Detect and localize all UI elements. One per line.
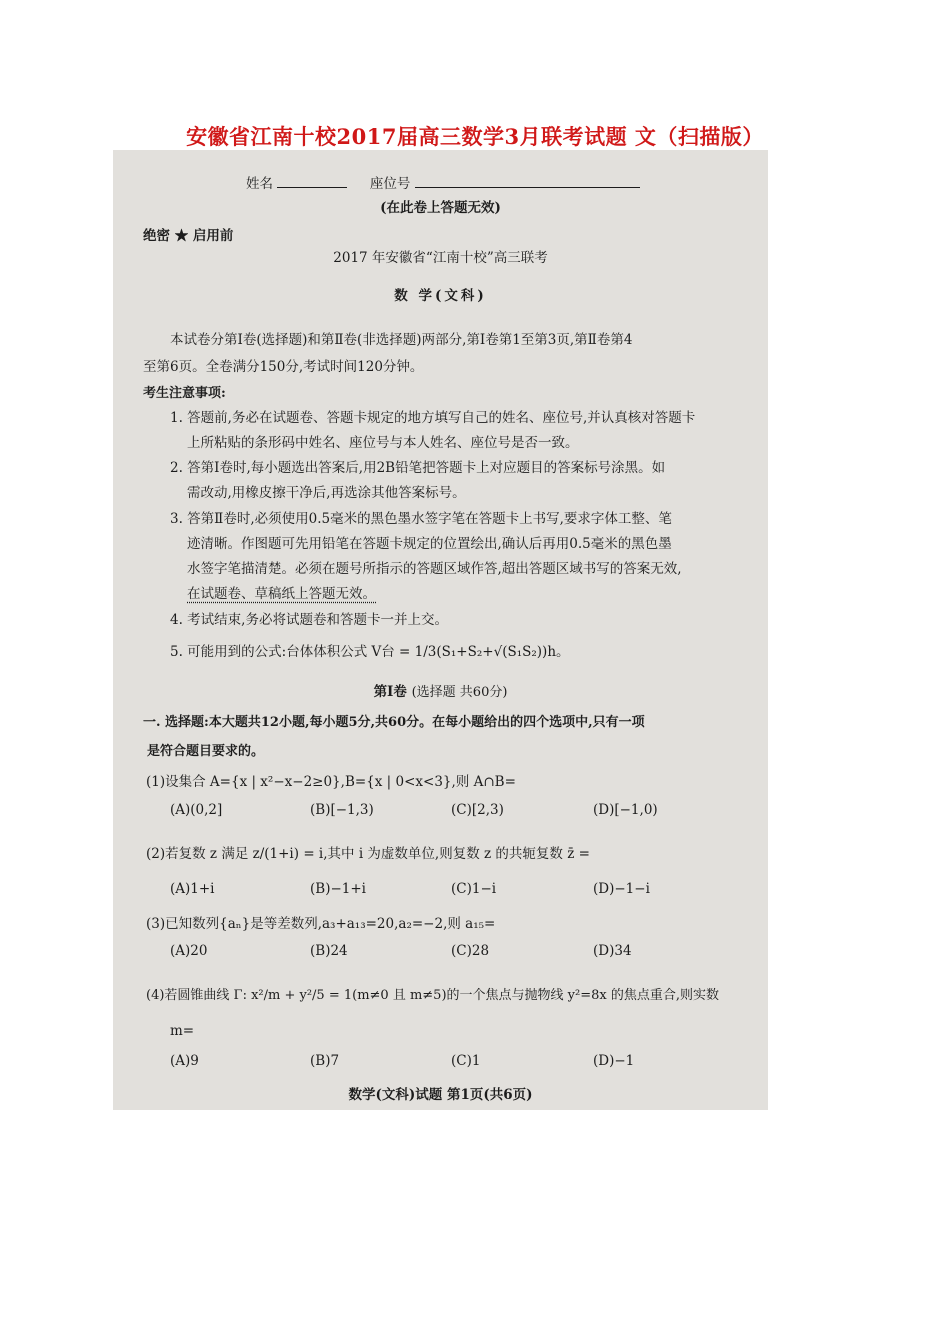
note-3b: 迹清晰。作图题可先用铅笔在答题卡规定的位置绘出,确认后再用0.5毫米的黑色墨 [187,536,672,552]
question-4-stem: (4)若圆锥曲线 Γ: x²/m + y²/5 = 1(m≠0 且 m≠5)的一个焦点与抛物线 y²=8x 的焦点重合,则实数 [146,988,719,1003]
secret-label: 绝密 ★ 启用前 [143,228,234,244]
question-2-option-c: (C)1−i [451,881,497,897]
note-3d: 在试题卷、草稿纸上答题无效。 [187,586,376,602]
question-1-option-a: (A)(0,2] [170,802,223,818]
question-4-stem-2: m= [170,1023,195,1039]
question-3-option-a: (A)20 [170,943,208,959]
question-4-option-c: (C)1 [451,1053,481,1069]
note-5-formula: 5. 可能用到的公式:台体体积公式 V台 = 1/3(S₁+S₂+√(S₁S₂))h。 [170,644,570,660]
note-2b: 需改动,用橡皮擦干净后,再选涂其他答案标号。 [187,485,466,501]
name-label: 姓名 [246,176,273,192]
notes-heading: 考生注意事项: [143,386,226,401]
section-1-instruction-2: 是符合题目要求的。 [147,744,265,759]
seat-label: 座位号 [369,176,411,192]
document-title: 安徽省江南十校2017届高三数学3月联考试题 文（扫描版） [186,124,764,149]
name-blank [277,175,347,188]
note-1b: 上所粘贴的条形码中姓名、座位号与本人姓名、座位号是否一致。 [187,435,579,451]
question-1-stem: (1)设集合 A={x | x²−x−2≥0},B={x | 0<x<3},则 A∩B= [146,774,516,790]
note-2a: 2. 答第Ⅰ卷时,每小题选出答案后,用2B铅笔把答题卡上对应题目的答案标号涂黑。如 [170,460,666,476]
seat-blank [415,175,640,188]
invalid-answer-notice: (在此卷上答题无效) [380,200,501,216]
scanned-exam-page [113,150,768,1110]
exam-name: 2017 年安徽省“江南十校”高三联考 [333,250,548,266]
intro-line-2: 至第6页。全卷满分150分,考试时间120分钟。 [143,359,424,375]
name-seat-row [246,172,640,192]
note-4: 4. 考试结束,务必将试题卷和答题卡一并上交。 [170,612,448,628]
question-1-option-c: (C)[2,3) [451,802,504,818]
question-2-stem: (2)若复数 z 满足 z/(1+i) = i,其中 i 为虚数单位,则复数 z 的共轭复数 z̄ = [146,846,590,862]
subject-title: 数 学(文科) [394,288,487,304]
note-1a: 1. 答题前,务必在试题卷、答题卡规定的地方填写自己的姓名、座位号,并认真核对答题卡 [170,410,696,426]
section-1-instruction-1: 一. 选择题:本大题共12小题,每小题5分,共60分。在每小题给出的四个选项中,只有一项 [143,715,645,730]
question-3-option-d: (D)34 [593,943,632,959]
question-3-stem: (3)已知数列{aₙ}是等差数列,a₃+a₁₃=20,a₂=−2,则 a₁₅= [146,916,496,932]
section-1-subtitle: (选择题 共60分) [411,685,508,700]
section-1-title: 第Ⅰ卷 [373,684,407,700]
intro-line-1: 本试卷分第Ⅰ卷(选择题)和第Ⅱ卷(非选择题)两部分,第Ⅰ卷第1至第3页,第Ⅱ卷第4 [170,332,633,348]
question-4-option-b: (B)7 [310,1053,340,1069]
question-2-option-b: (B)−1+i [310,881,366,897]
note-3a: 3. 答第Ⅱ卷时,必须使用0.5毫米的黑色墨水签字笔在答题卡上书写,要求字体工整、笔 [170,511,672,527]
question-1-option-b: (B)[−1,3) [310,802,374,818]
question-3-option-b: (B)24 [310,943,348,959]
question-2-option-a: (A)1+i [170,881,215,897]
question-3-option-c: (C)28 [451,943,490,959]
question-2-option-d: (D)−1−i [593,881,650,897]
page-footer: 数学(文科)试题 第1页(共6页) [348,1087,533,1103]
section-1-heading [113,680,768,700]
note-3c: 水签字笔描清楚。必须在题号所指示的答题区域作答,超出答题区域书写的答案无效, [187,561,682,577]
question-1-option-d: (D)[−1,0) [593,802,658,818]
question-4-option-d: (D)−1 [593,1053,635,1069]
question-4-option-a: (A)9 [170,1053,199,1069]
